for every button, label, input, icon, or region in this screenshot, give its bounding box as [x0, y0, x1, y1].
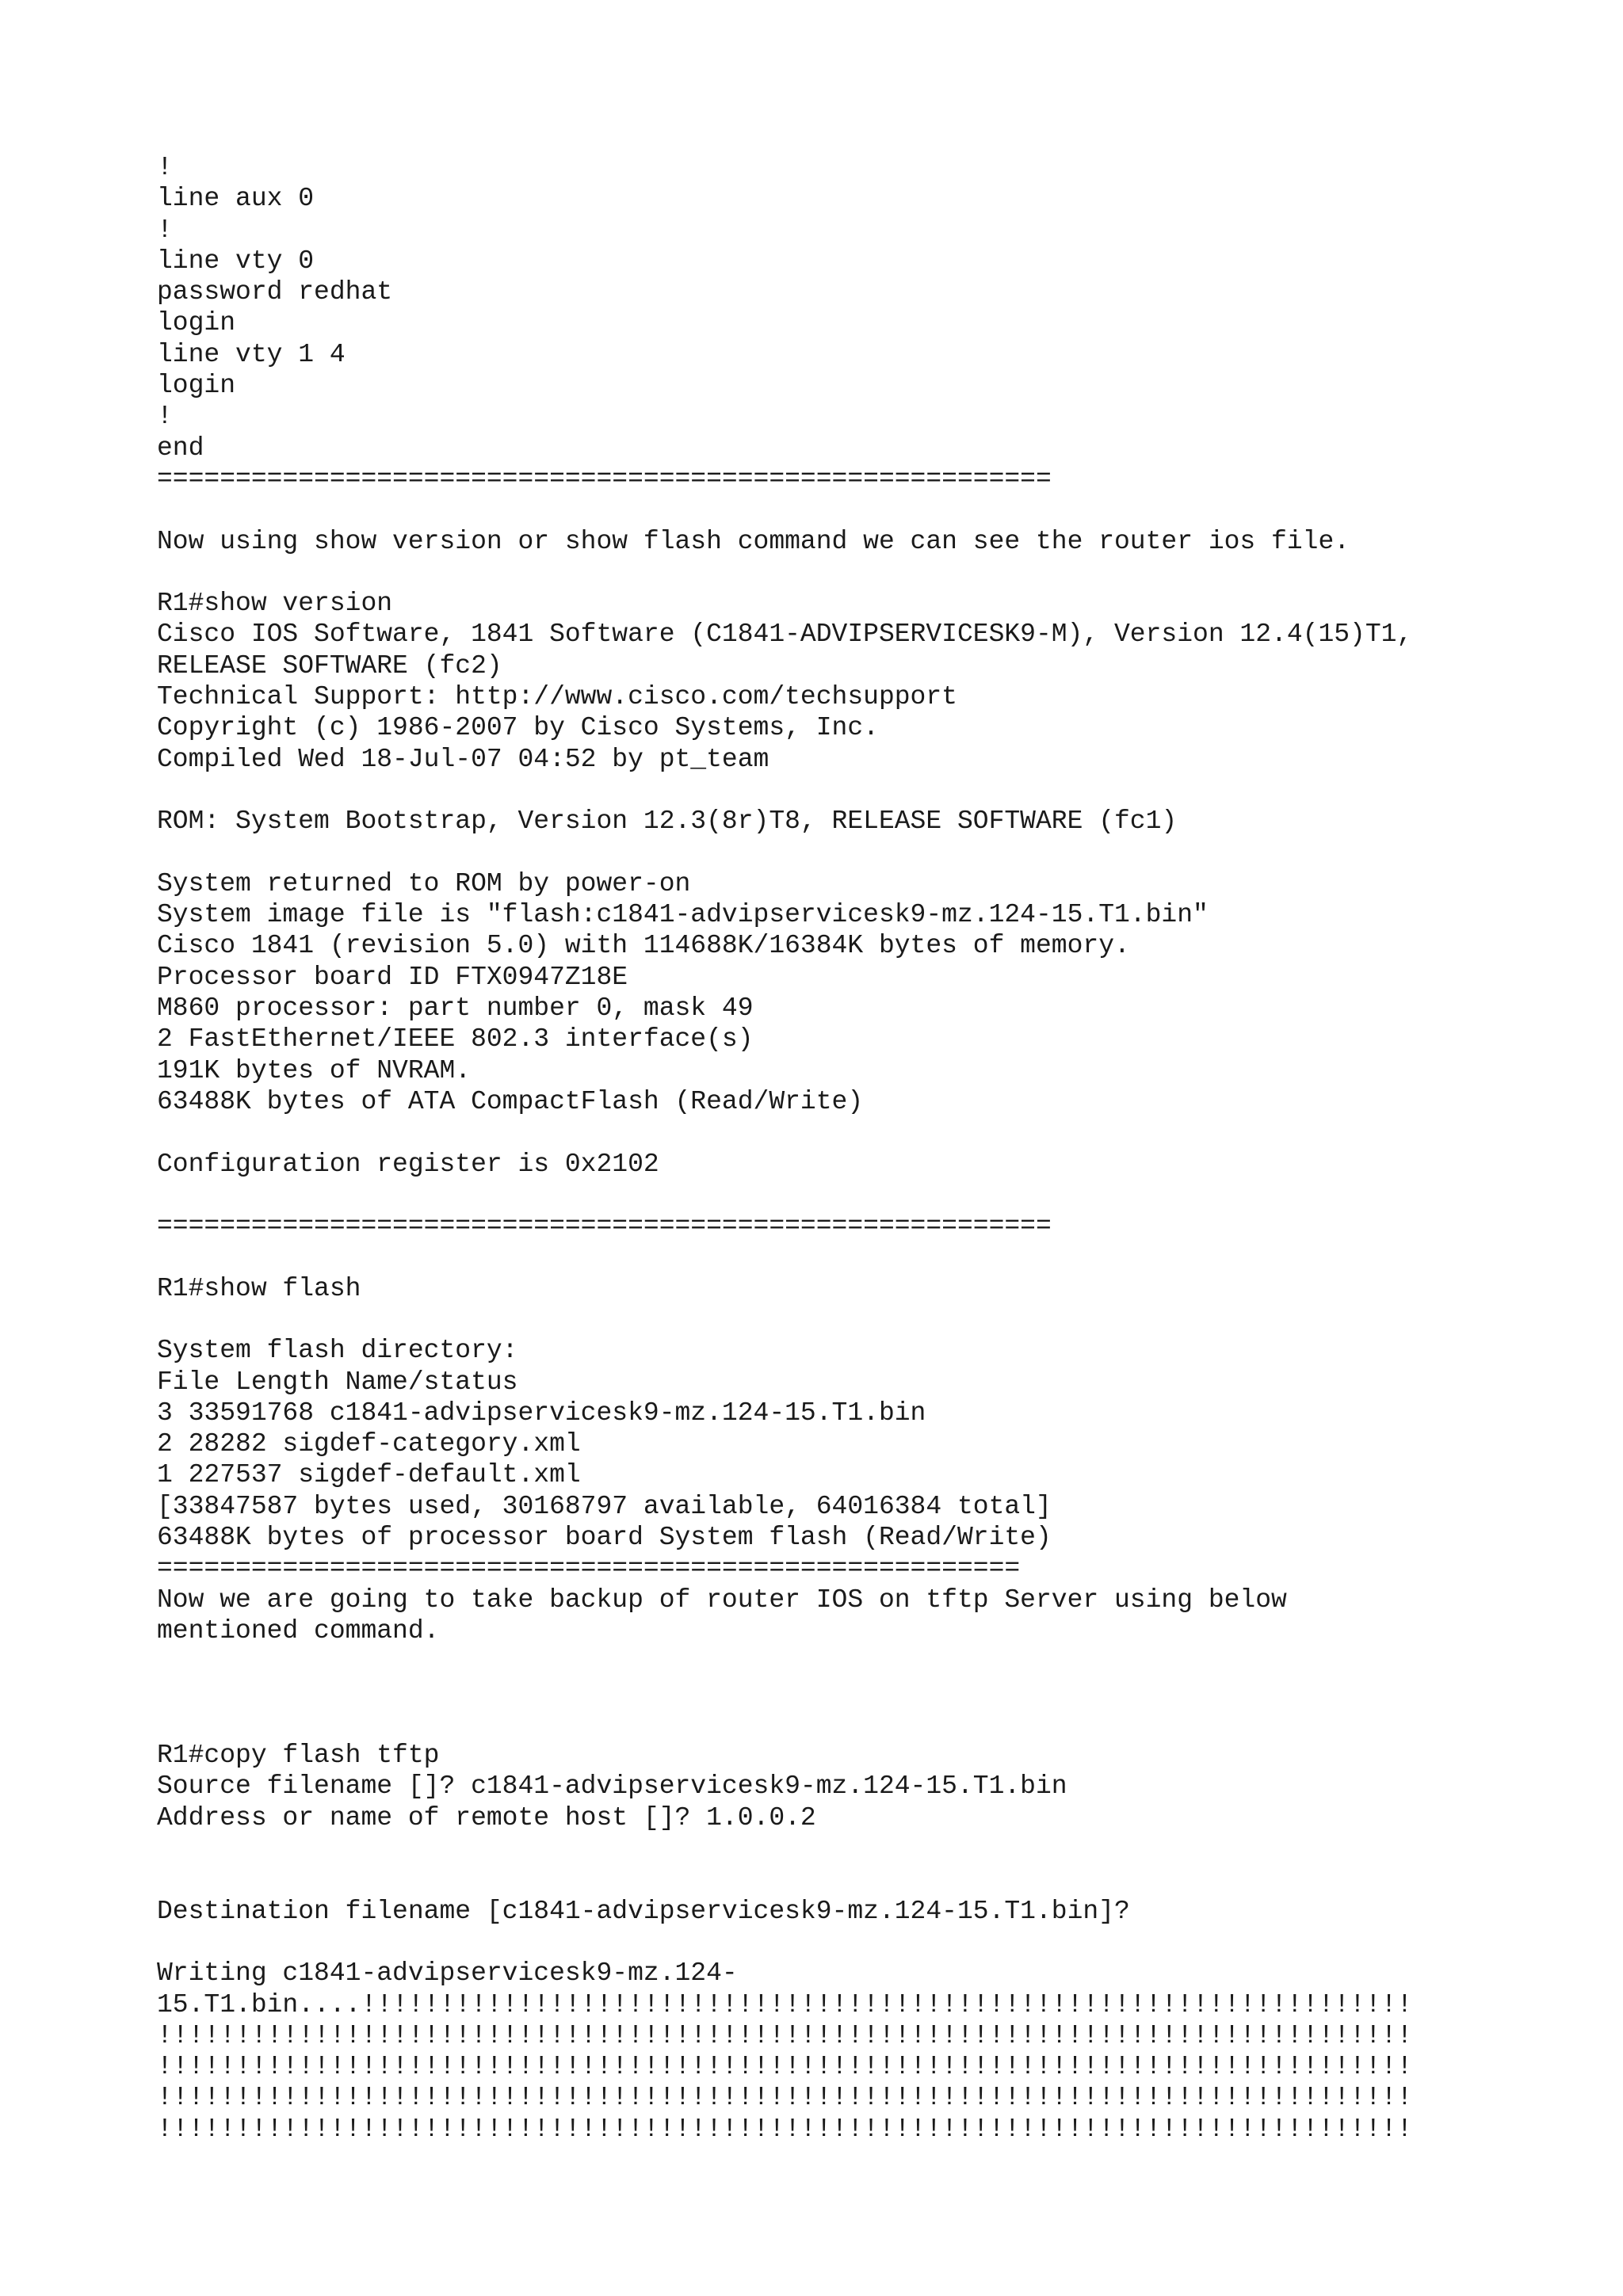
text-line: login — [157, 308, 236, 338]
blank-line — [157, 494, 1583, 525]
text-line: !!!!!!!!!!!!!!!!!!!!!!!!!!!!!!!!!!!!!!!!!!!!!!!!!!!!!!!!!!!!!!!!!!!!!!!!!!!!!!!! — [157, 2052, 1413, 2082]
text-line: RELEASE SOFTWARE (fc2) — [157, 650, 502, 681]
text-line: 3 33591768 c1841-advipservicesk9-mz.124-15.T1.bin — [157, 1398, 926, 1428]
text-line: R1#show version — [157, 589, 393, 619]
blank-line — [157, 1864, 1583, 1895]
text-line: 1 227537 sigdef-default.xml — [157, 1460, 581, 1490]
blank-line — [157, 1241, 1583, 1272]
text-line: ROM: System Bootstrap, Version 12.3(8r)T8, RELEASE SOFTWARE (fc1) — [157, 807, 1178, 837]
text-line: Destination filename [c1841-advipservicesk9-mz.124-15.T1.bin]? — [157, 1896, 1130, 1926]
text-line: Now we are going to take backup of router IOS on tftp Server using below — [157, 1585, 1287, 1615]
text-line: 15.T1.bin....!!!!!!!!!!!!!!!!!!!!!!!!!!!!!!!!!!!!!!!!!!!!!!!!!!!!!!!!!!!!!!!!!!! — [157, 1989, 1413, 2019]
text-line: System image file is "flash:c1841-advipservicesk9-mz.124-15.T1.bin" — [157, 900, 1209, 930]
blank-line — [157, 1304, 1583, 1335]
text-line: line aux 0 — [157, 184, 315, 214]
text-line: Processor board ID FTX0947Z18E — [157, 962, 628, 992]
text-line: 63488K bytes of ATA CompactFlash (Read/Write) — [157, 1086, 864, 1116]
text-line: !!!!!!!!!!!!!!!!!!!!!!!!!!!!!!!!!!!!!!!!!!!!!!!!!!!!!!!!!!!!!!!!!!!!!!!!!!!!!!!! — [157, 2083, 1413, 2113]
text-line: line vty 0 — [157, 246, 315, 276]
text-line: 2 FastEthernet/IEEE 802.3 interface(s) — [157, 1024, 754, 1055]
text-line: System returned to ROM by power-on — [157, 868, 691, 898]
blank-line — [157, 1678, 1583, 1709]
blank-line — [157, 1117, 1583, 1148]
text-line: ======================================================= — [157, 1554, 1021, 1584]
text-line: Address or name of remote host []? 1.0.0.2 — [157, 1802, 816, 1833]
blank-line — [157, 1709, 1583, 1740]
text-line: ! — [157, 153, 173, 182]
text-line: ========================================================= — [157, 1211, 1052, 1241]
text-line: ! — [157, 402, 173, 432]
text-line: R1#show flash — [157, 1273, 361, 1303]
text-line: Cisco 1841 (revision 5.0) with 114688K/16384K bytes of memory. — [157, 931, 1130, 961]
text-line: 63488K bytes of processor board System flash (Read/Write) — [157, 1523, 1052, 1553]
text-line: Compiled Wed 18-Jul-07 04:52 by pt_team — [157, 744, 769, 774]
text-line: login — [157, 371, 236, 401]
blank-line — [157, 837, 1583, 868]
text-line: Copyright (c) 1986-2007 by Cisco Systems, Inc. — [157, 713, 879, 743]
text-line: 191K bytes of NVRAM. — [157, 1055, 472, 1085]
text-line: Cisco IOS Software, 1841 Software (C1841-ADVIPSERVICESK9-M), Version 12.4(15)T1, — [157, 620, 1413, 650]
blank-line — [157, 1646, 1583, 1677]
text-line: ! — [157, 215, 173, 245]
blank-line — [157, 1833, 1583, 1864]
text-line: end — [157, 433, 204, 463]
blank-line — [157, 1927, 1583, 1958]
text-line: Source filename []? c1841-advipservicesk9-mz.124-15.T1.bin — [157, 1772, 1067, 1802]
text-line: !!!!!!!!!!!!!!!!!!!!!!!!!!!!!!!!!!!!!!!!!!!!!!!!!!!!!!!!!!!!!!!!!!!!!!!!!!!!!!!! — [157, 2114, 1413, 2144]
text-line: 2 28282 sigdef-category.xml — [157, 1429, 581, 1459]
text-line: System flash directory: — [157, 1336, 518, 1366]
text-line: mentioned command. — [157, 1615, 440, 1646]
text-line: ========================================================= — [157, 463, 1052, 494]
text-line: line vty 1 4 — [157, 339, 346, 369]
text-line: Writing c1841-advipservicesk9-mz.124- — [157, 1958, 738, 1989]
text-line: Configuration register is 0x2102 — [157, 1149, 659, 1179]
text-line: Technical Support: http://www.cisco.com/techsupport — [157, 682, 957, 712]
text-line: [33847587 bytes used, 30168797 available, 64016384 total] — [157, 1491, 1052, 1521]
blank-line — [157, 1180, 1583, 1211]
text-line: !!!!!!!!!!!!!!!!!!!!!!!!!!!!!!!!!!!!!!!!!!!!!!!!!!!!!!!!!!!!!!!!!!!!!!!!!!!!!!!! — [157, 2020, 1413, 2050]
blank-line — [157, 775, 1583, 806]
text-line: R1#copy flash tftp — [157, 1741, 440, 1771]
text-line: password redhat — [157, 277, 393, 307]
text-line: Now using show version or show flash command we can see the router ios file. — [157, 526, 1350, 556]
document-body — [157, 152, 1583, 2145]
blank-line — [157, 557, 1583, 588]
text-line: File Length Name/status — [157, 1367, 518, 1397]
text-line: M860 processor: part number 0, mask 49 — [157, 994, 754, 1024]
